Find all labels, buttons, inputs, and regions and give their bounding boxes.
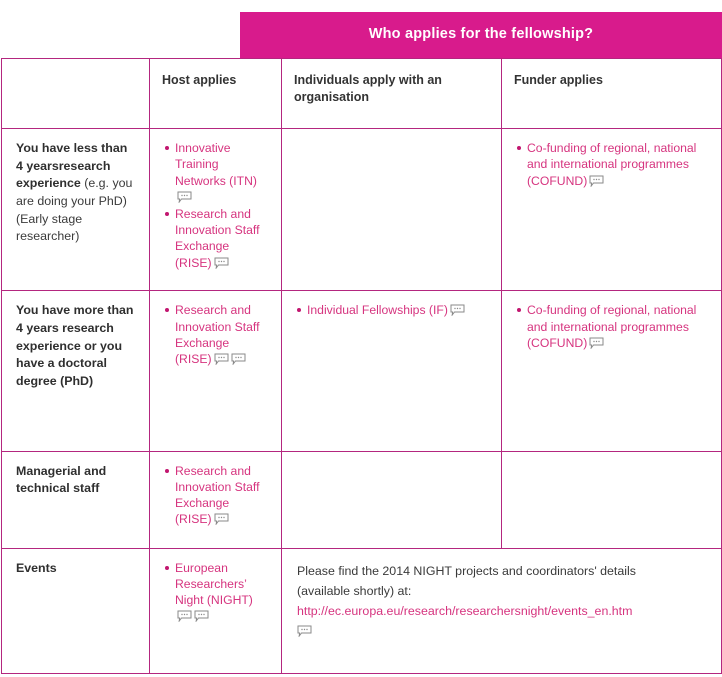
programme-name: Research and Innovation Staff Exchange (RISE) (175, 463, 260, 527)
table-header-row (2, 59, 722, 129)
list-item[interactable] (164, 140, 269, 205)
row-label-strong: Managerial and technical staff (16, 463, 107, 496)
comment-bubble-icon[interactable] (231, 353, 246, 365)
events-link[interactable]: http://ec.europa.eu/research/researchersnight/events_en.htm (297, 603, 633, 618)
comment-bubble-icon[interactable] (194, 610, 209, 622)
column-header-label: Funder applies (514, 73, 603, 87)
column-header-label: Individuals apply with an organisation (294, 73, 442, 105)
list-item[interactable] (164, 206, 269, 271)
cell-funder-applies (502, 291, 722, 451)
row-header-cell (2, 291, 150, 451)
cell-host-applies (150, 129, 282, 291)
row-label (2, 452, 149, 508)
list-item[interactable] (516, 302, 709, 351)
programme-name: Innovative Training Networks (ITN) (175, 141, 257, 188)
cell-individuals-apply (282, 291, 502, 451)
table-row (2, 129, 722, 291)
header-cell-individuals-apply (282, 59, 502, 129)
list-item[interactable] (164, 302, 269, 367)
table-row-events (2, 548, 722, 673)
cell-funder-applies (502, 129, 722, 291)
programme-list (296, 302, 489, 318)
comment-bubble-icon[interactable] (589, 175, 604, 187)
programme-name: Co-funding of regional, national and international programmes (COFUND) (527, 141, 697, 188)
programme-list (164, 140, 269, 271)
programme-list (516, 140, 709, 189)
row-header-cell (2, 451, 150, 548)
row-label (2, 129, 149, 256)
programme-name: European Researchers’ Night (NIGHT) (175, 560, 253, 608)
row-label (2, 291, 149, 400)
row-label-strong: You have more than 4 years research experience or you have a doctoral degree (PhD) (16, 303, 134, 388)
list-item[interactable] (164, 463, 269, 528)
comment-bubble-icon[interactable] (214, 513, 229, 525)
comment-bubble-icon[interactable] (177, 610, 192, 622)
table-row (2, 291, 722, 451)
list-item[interactable] (164, 560, 269, 625)
row-label-strong: Events (16, 560, 57, 575)
comment-bubble-icon[interactable] (214, 257, 229, 269)
comment-bubble-icon[interactable] (214, 353, 229, 365)
table-row (2, 451, 722, 548)
programme-list (164, 560, 269, 625)
cell-individuals-apply (282, 129, 502, 291)
programme-name: Co-funding of regional, national and international programmes (COFUND) (527, 303, 697, 350)
column-header-label: Host applies (162, 73, 237, 87)
comment-bubble-icon[interactable] (177, 191, 192, 203)
programme-name: Research and Innovation Staff Exchange (RISE) (175, 206, 260, 270)
list-item[interactable] (516, 140, 709, 189)
cell-host-applies-events (150, 548, 282, 673)
row-header-cell (2, 129, 150, 291)
programme-list (164, 463, 269, 528)
comment-bubble-icon[interactable] (589, 337, 604, 349)
events-note-line2: (available shortly) at: (297, 583, 412, 598)
programme-list (516, 302, 709, 351)
cell-funder-applies (502, 451, 722, 548)
banner-title: Who applies for the fellowship? (368, 26, 594, 43)
fellowship-matrix-table (1, 58, 722, 674)
cell-events-description (282, 548, 722, 673)
programme-list (164, 302, 269, 367)
list-item[interactable] (296, 302, 489, 318)
cell-host-applies (150, 451, 282, 548)
header-cell-funder-applies (502, 59, 722, 129)
programme-name: Research and Innovation Staff Exchange (RISE) (175, 303, 260, 367)
cell-individuals-apply (282, 451, 502, 548)
row-label-strong: You have less than 4 yearsresearch experience (16, 141, 128, 191)
comment-bubble-icon[interactable] (297, 625, 312, 637)
comment-bubble-icon[interactable] (450, 304, 465, 316)
row-label (2, 549, 149, 588)
row-label-note: (e.g. you are doing your PhD) (Early stage researcher) (16, 176, 133, 244)
header-cell-empty (2, 59, 150, 129)
banner-who-applies (240, 12, 722, 58)
events-note-line1: Please find the 2014 NIGHT projects and coordinators' details (297, 563, 636, 578)
row-header-cell-events (2, 548, 150, 673)
header-cell-host-applies (150, 59, 282, 129)
programme-name: Individual Fellowships (IF) (307, 303, 448, 318)
cell-host-applies (150, 291, 282, 451)
